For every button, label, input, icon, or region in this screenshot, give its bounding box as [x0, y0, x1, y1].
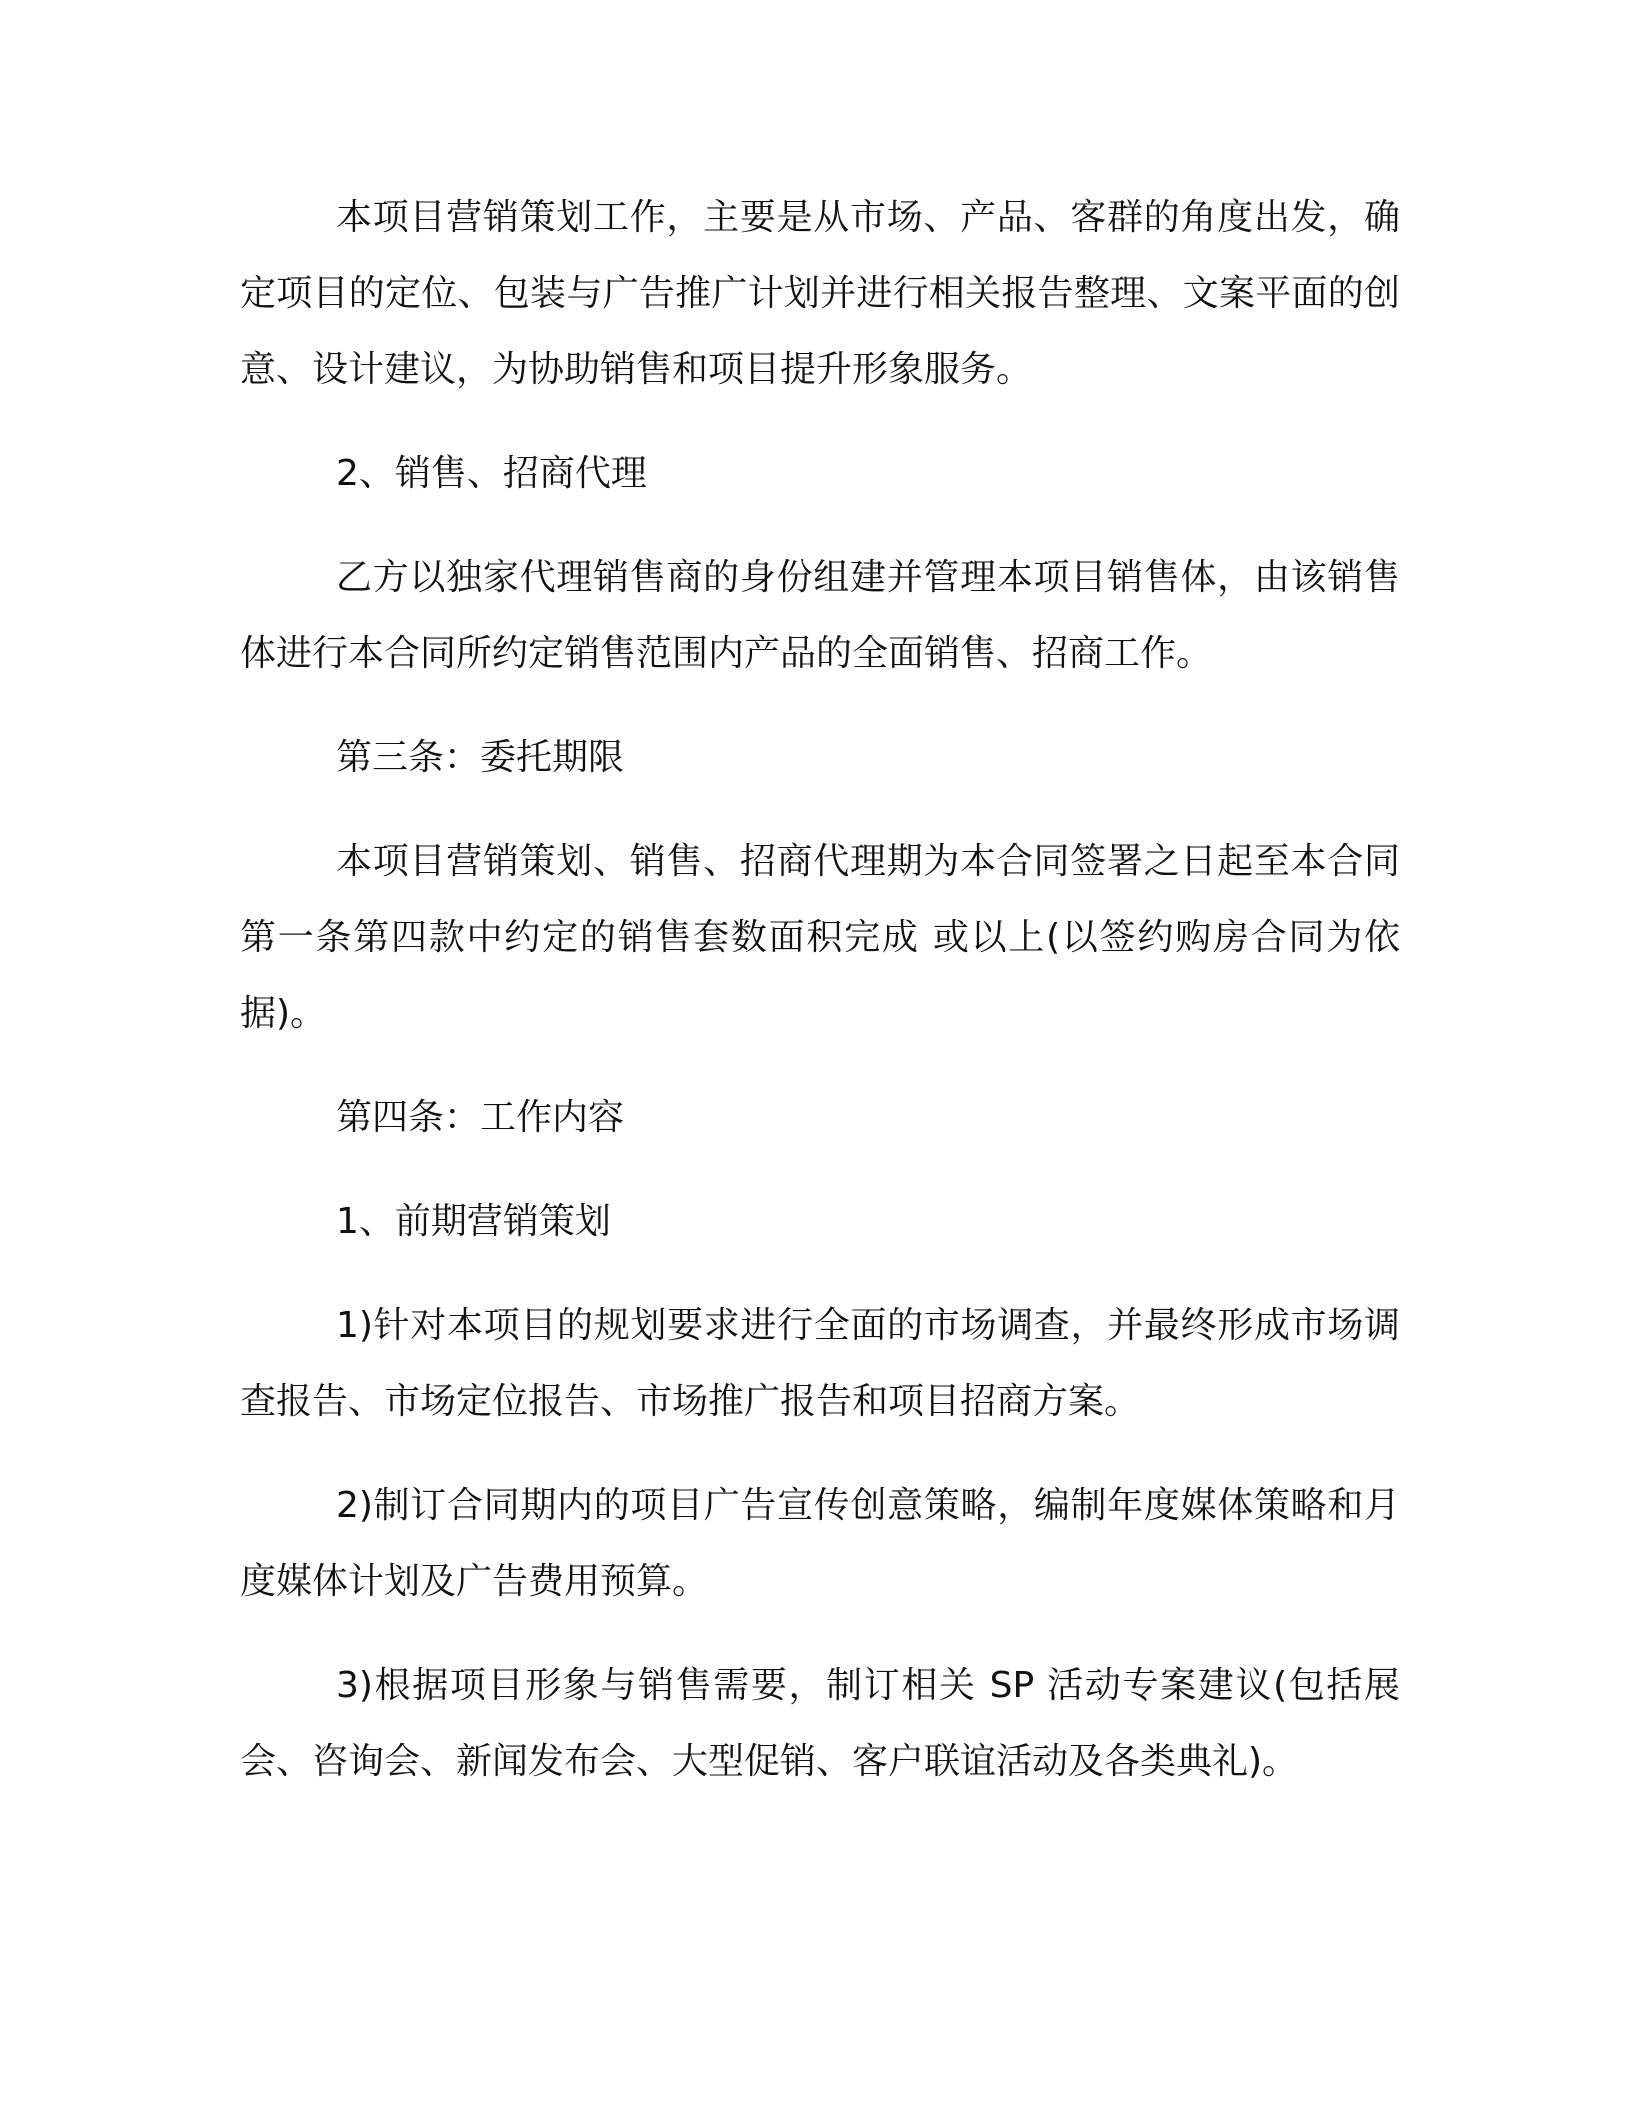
paragraph-agency-period: 本项目营销策划、销售、招商代理期为本合同签署之日起至本合同第一条第四款中约定的销售套数面积完成 或以上(以签约购房合同为依据)。: [240, 841, 1400, 1034]
paragraph-marketing-planning: 本项目营销策划工作，主要是从市场、产品、客群的角度出发，确定项目的定位、包装与广告推广计划并进行相关报告整理、文案平面的创意、设计建议，为协助销售和项目提升形象服务。: [240, 197, 1400, 390]
paragraph-item-2: 2)制订合同期内的项目广告宣传创意策略，编制年度媒体策略和月度媒体计划及广告费用预算。: [240, 1485, 1400, 1602]
heading-article-four: 第四条：工作内容: [336, 1097, 625, 1138]
document-body: [240, 180, 1400, 1828]
heading-sales-agency: 2、销售、招商代理: [336, 453, 647, 494]
heading-early-marketing: 1、前期营销策划: [336, 1201, 611, 1242]
heading-article-three: 第三条：委托期限: [336, 737, 625, 778]
paragraph-item-1: 1)针对本项目的规划要求进行全面的市场调查，并最终形成市场调查报告、市场定位报告、市场推广报告和项目招商方案。: [240, 1305, 1400, 1422]
paragraph-exclusive-agent: 乙方以独家代理销售商的身份组建并管理本项目销售体，由该销售体进行本合同所约定销售范围内产品的全面销售、招商工作。: [240, 557, 1400, 674]
paragraph-item-3: 3)根据项目形象与销售需要，制订相关 SP 活动专案建议(包括展会、咨询会、新闻发布会、大型促销、客户联谊活动及各类典礼)。: [240, 1665, 1400, 1782]
